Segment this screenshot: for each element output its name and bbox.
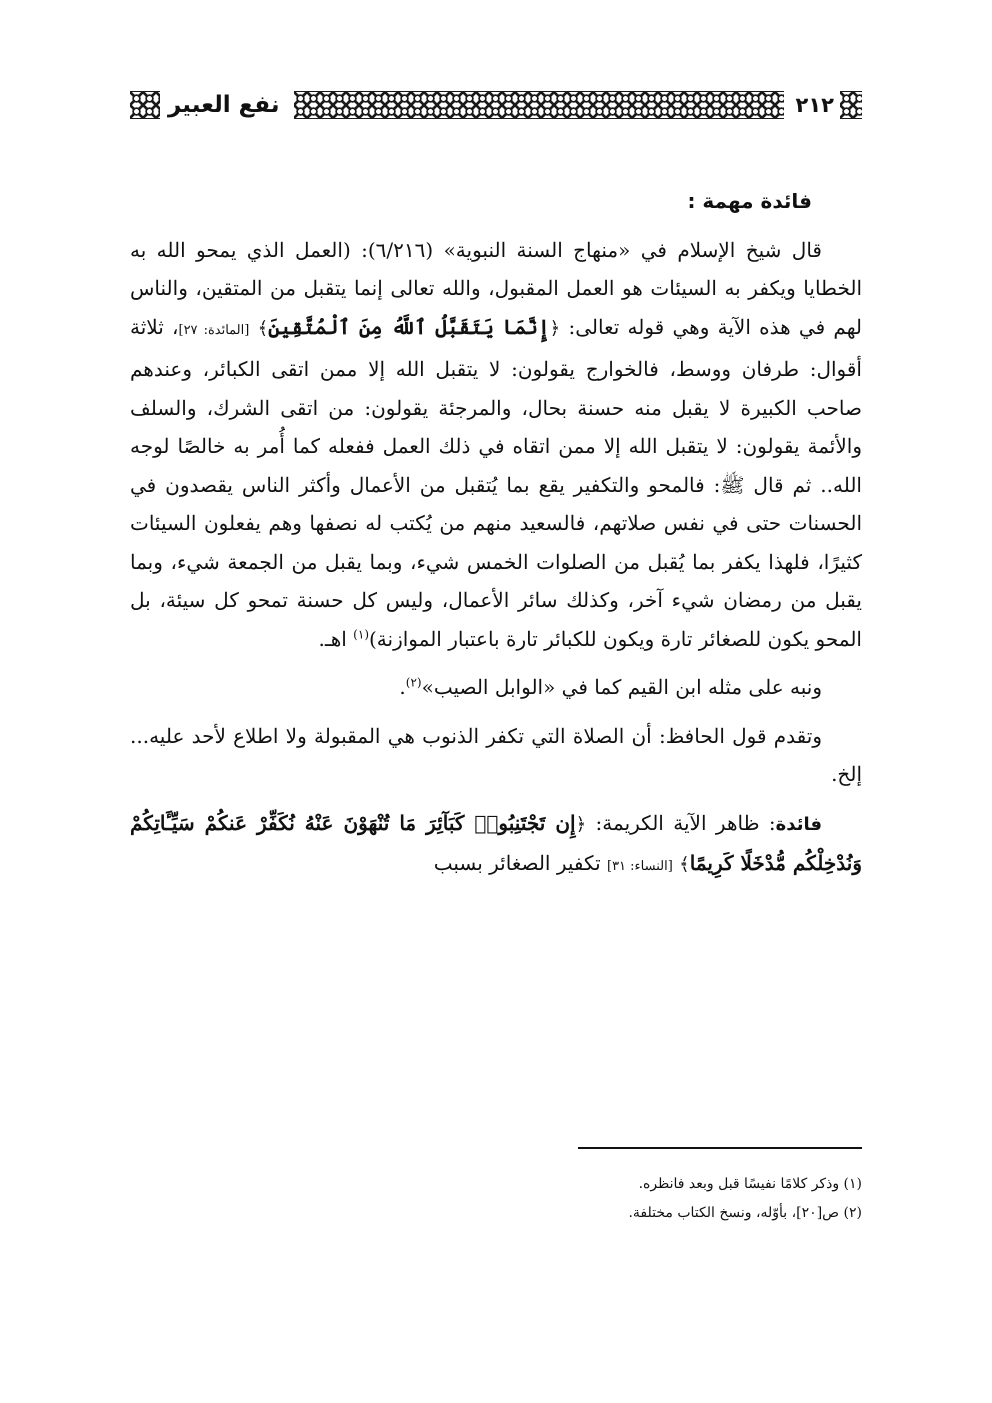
footnote-separator xyxy=(578,1147,862,1149)
quran-bracket-open: ﴿ xyxy=(549,317,561,339)
footnote-marker: (١) xyxy=(353,626,369,641)
ornament-border xyxy=(294,91,784,119)
footnote: (١) وذكر كلامًا نفيسًا قبل وبعد فانظره. xyxy=(638,1176,862,1192)
text-run: ، ثلاثة أقوال: طرفان ووسط، فالخوارج يقولون: لا يتقبل الله إلا ممن اتقى الكبائر، وعندهم صاحب الكبيرة لا يقبل منه حسنة بحال، والمرجئة يقولون: من اتقى الشرك، والسلف والأئمة يقولون: لا يتقبل الله إلا ممن اتقاه في ذلك العمل ففعله كما أُمر به خالصًا لوجه الله.. ثم قال ﷺ: فالمحو والتكفير يقع بما يُتقبل من الأعمال وأكثر الناس يقصدون في الحسنات حتى في نفس صلاتهم، فالسعيد منهم من يُكتب له نصفها وهم يفعلون السيئات كثيرًا، فلهذا يكفر بما يُقبل من الصلوات الخمس شيء، وبما يقبل من الجمعة شيء، وبما يقبل من رمضان شيء آخر، وكذلك سائر الأعمال، وليس كل حسنة تمحو كل سيئة، بل المحو يكون للصغائر تارة ويكون للكبائر تارة باعتبار الموازنة) xyxy=(130,314,862,651)
section-heading: فائدة مهمة : xyxy=(687,189,812,213)
main-text xyxy=(130,182,862,887)
text-run: : ظاهر الآية الكريمة: xyxy=(586,810,776,835)
paragraph-hafiz: وتقدم قول الحافظ: أن الصلاة التي تكفر الذنوب هي المقبولة ولا اطلاع لأحد عليه... إلخ. xyxy=(130,723,862,786)
text-run: ونبه على مثله ابن القيم كما في «الوابل الصيب» xyxy=(421,675,822,699)
quran-bracket-close: ﴾ xyxy=(257,317,269,339)
quran-bracket-close: ﴾ xyxy=(679,854,690,875)
page-number: ٢١٢ xyxy=(795,93,834,117)
text-run: تكفير الصغائر بسبب xyxy=(433,851,607,875)
footnotes xyxy=(130,1170,862,1228)
ornament-border xyxy=(840,91,862,119)
verse-reference: [المائدة: ٢٧] xyxy=(178,322,250,338)
running-header xyxy=(130,88,862,122)
paragraph-ibn-qayyim xyxy=(130,668,862,707)
book-title: نفع العبير xyxy=(168,92,280,118)
text-run: . xyxy=(399,675,406,699)
text-run: اهـ. xyxy=(318,626,354,651)
quran-verse: إِن تَجْتَنِبُوا۟ كَبَآئِرَ مَا تُنْهَوْنَ عَنْهُ نُكَفِّرْ عَنكُمْ سَيِّـَٔاتِكُمْ وَنُدْخِلْكُم مُّدْخَلًا كَرِيمًا xyxy=(130,810,862,875)
paragraph-ibn-taymiyyah xyxy=(130,231,862,659)
verse-reference: [النساء: ٣١] xyxy=(607,859,673,874)
faida-label: فائدة xyxy=(775,813,822,835)
ornament-border xyxy=(130,91,160,119)
footnote: (٢) ص[٢٠]، بأوّله، ونسخ الكتاب مختلفة. xyxy=(628,1205,862,1221)
paragraph-faida xyxy=(130,804,862,887)
quran-bracket-open: ﴿ xyxy=(575,813,587,835)
footnote-marker: (٢) xyxy=(405,675,422,690)
quran-verse: إِنَّمَا يَتَقَبَّلُ ٱللَّهُ مِنَ ٱلْمُتَّقِينَ xyxy=(268,314,550,339)
text-run: قال شيخ الإسلام في «منهاج السنة النبوية» (٦/٢١٦): (العمل الذي يمحو الله به الخطايا ويكفر به السيئات هو العمل المقبول، والله تعالى إنما يتقبل من المتقين، والناس لهم في هذه الآية وهي قوله تعالى: xyxy=(130,237,863,339)
